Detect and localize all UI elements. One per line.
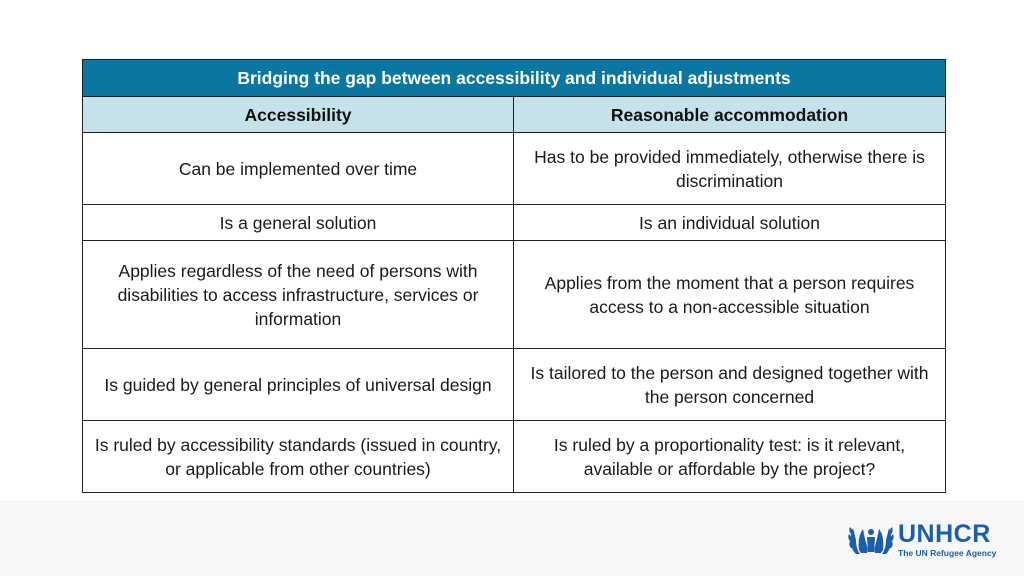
column-header-reasonable-accommodation: Reasonable accommodation <box>514 97 946 133</box>
table-cell: Has to be provided immediately, otherwise there is discrimination <box>514 133 946 205</box>
table-title-row <box>83 60 946 97</box>
table-cell: Can be implemented over time <box>83 133 514 205</box>
unhcr-logo <box>848 520 996 560</box>
table-row <box>83 133 946 205</box>
table-cell: Applies regardless of the need of persons with disabilities to access infrastructure, services or information <box>83 241 514 349</box>
logo-tagline: The UN Refugee Agency <box>898 548 997 559</box>
table-title: Bridging the gap between accessibility and individual adjustments <box>83 60 946 97</box>
table-cell: Is guided by general principles of universal design <box>83 349 514 421</box>
table-header-row <box>83 97 946 133</box>
column-header-accessibility: Accessibility <box>83 97 514 133</box>
comparison-table <box>82 59 946 493</box>
table-row <box>83 205 946 241</box>
table-cell: Is tailored to the person and designed together with the person concerned <box>514 349 946 421</box>
table-cell: Is ruled by accessibility standards (issued in country, or applicable from other countries) <box>83 421 514 493</box>
logo-name: UNHCR <box>898 520 991 549</box>
table-cell: Is a general solution <box>83 205 514 241</box>
table-cell: Applies from the moment that a person requires access to a non-accessible situation <box>514 241 946 349</box>
unhcr-emblem-icon <box>848 520 894 560</box>
table-row <box>83 349 946 421</box>
table-cell: Is ruled by a proportionality test: is it relevant, available or affordable by the project? <box>514 421 946 493</box>
table-row <box>83 241 946 349</box>
table-cell: Is an individual solution <box>514 205 946 241</box>
table-row <box>83 421 946 493</box>
